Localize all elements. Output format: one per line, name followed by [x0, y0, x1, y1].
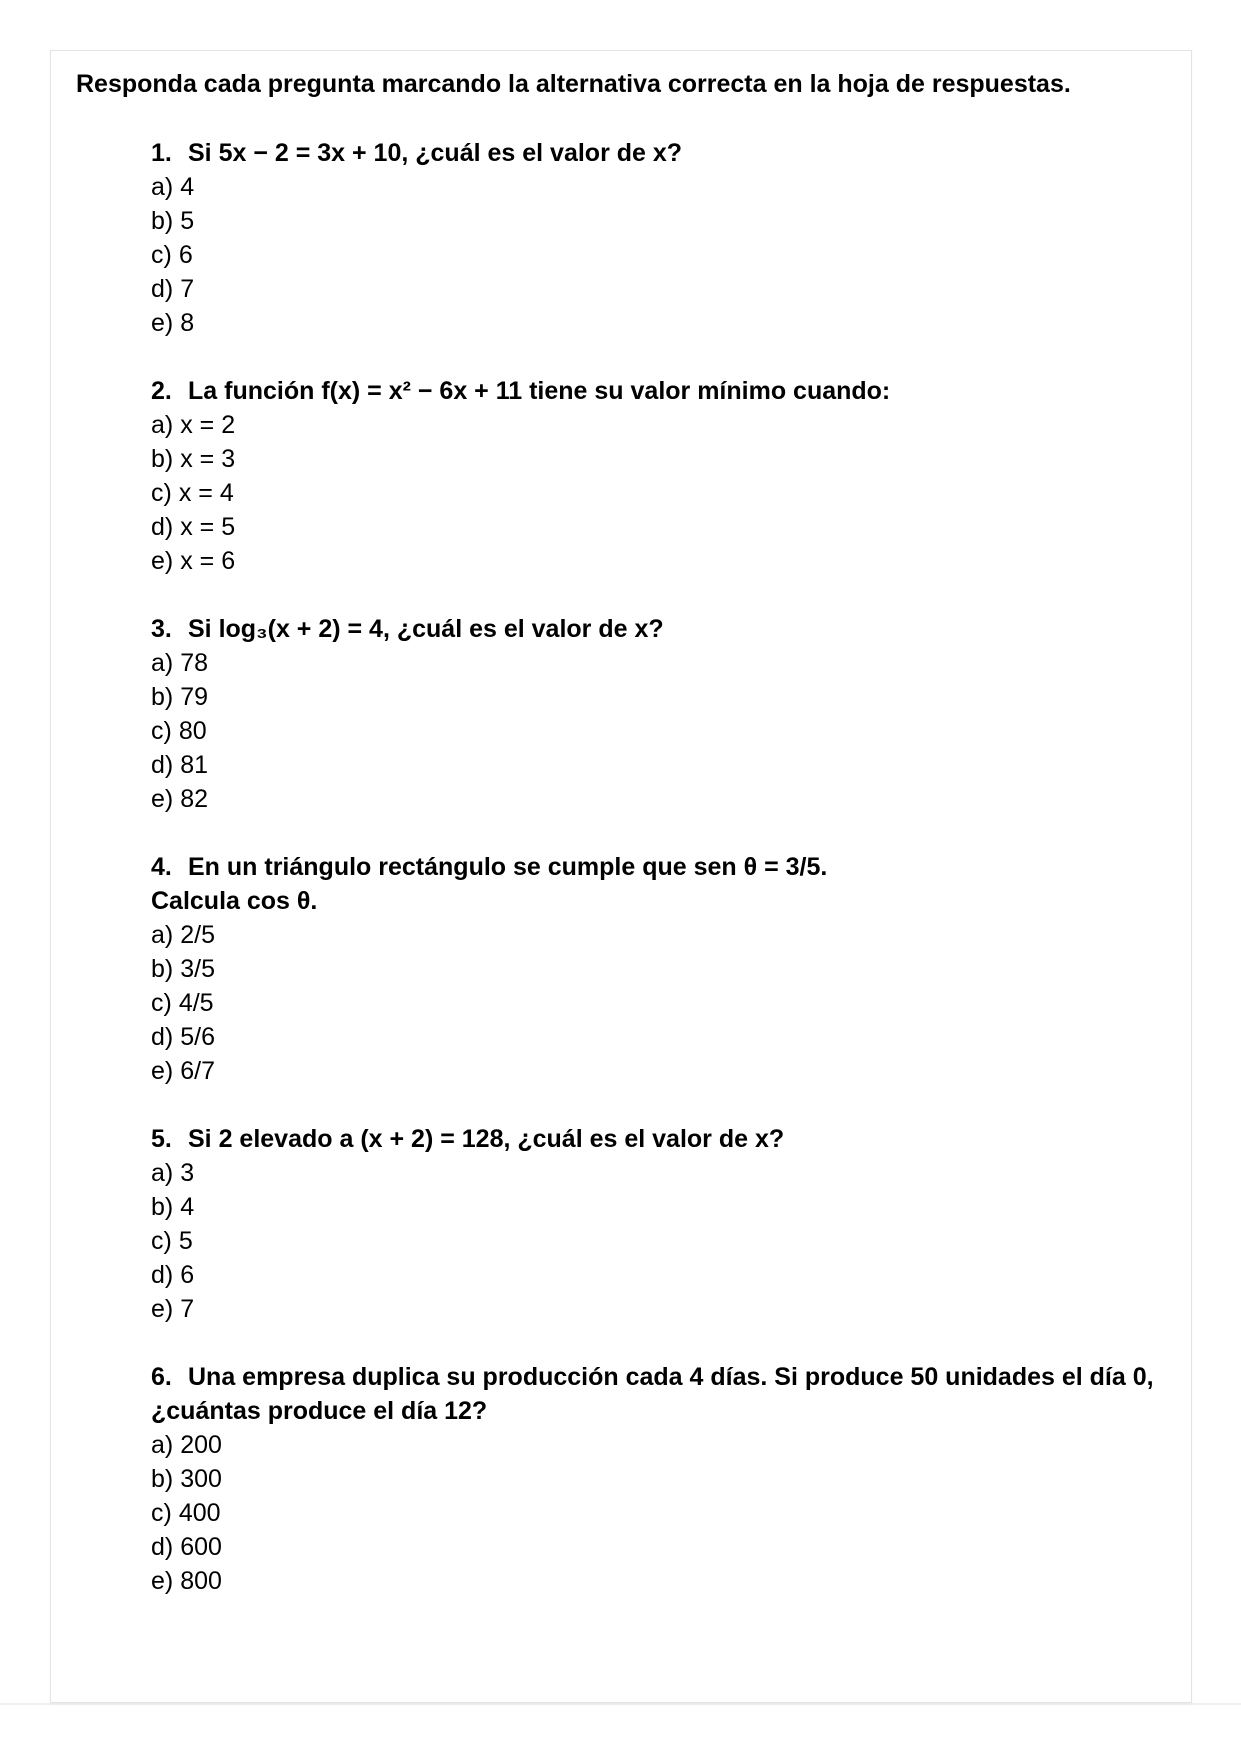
option-row: [151, 1224, 1166, 1258]
question-2-text: La función f(x) = x² − 6x + 11 tiene su valor mínimo cuando:: [188, 377, 891, 405]
option-label: d): [151, 1023, 174, 1051]
option-label: e): [151, 1057, 174, 1085]
option-row: [151, 510, 1166, 544]
option-label: a): [151, 1431, 174, 1459]
option-label: b): [151, 955, 174, 983]
option-value: 5: [178, 1227, 193, 1255]
option-value: 4/5: [178, 989, 214, 1017]
question-4: [151, 850, 1166, 1088]
option-value: x = 4: [178, 479, 234, 507]
option-value: 79: [180, 683, 209, 711]
option-row: [151, 272, 1166, 306]
question-6-number: 6.: [151, 1363, 172, 1391]
option-value: 800: [180, 1567, 222, 1595]
option-row: [151, 1462, 1166, 1496]
option-value: 400: [178, 1499, 221, 1527]
option-row: [151, 646, 1166, 680]
option-value: 7: [180, 1295, 195, 1323]
option-label: a): [151, 173, 174, 201]
question-3-text: Si log₃(x + 2) = 4, ¿cuál es el valor de x?: [188, 615, 664, 643]
option-row: [151, 1020, 1166, 1054]
question-4-number: 4.: [151, 853, 172, 881]
option-value: 4: [180, 1193, 195, 1221]
question-1-text: Si 5x − 2 = 3x + 10, ¿cuál es el valor de x?: [188, 139, 683, 167]
option-label: e): [151, 1295, 174, 1323]
option-label: b): [151, 1465, 174, 1493]
option-value: 600: [180, 1533, 222, 1561]
option-value: 300: [180, 1465, 222, 1493]
option-row: [151, 1258, 1166, 1292]
option-label: d): [151, 513, 174, 541]
option-value: 7: [180, 275, 195, 303]
option-label: d): [151, 751, 174, 779]
instructions-text: Responda cada pregunta marcando la alternativa correcta en la hoja de respuestas.: [76, 70, 1071, 98]
page-bottom-divider: [0, 1703, 1241, 1705]
option-row: [151, 1496, 1166, 1530]
option-value: 8: [180, 309, 195, 337]
question-5-number: 5.: [151, 1125, 172, 1153]
option-label: c): [151, 717, 172, 745]
option-value: 82: [180, 785, 209, 813]
option-row: [151, 1530, 1166, 1564]
option-row: [151, 476, 1166, 510]
option-label: c): [151, 241, 172, 269]
option-label: a): [151, 921, 174, 949]
option-label: c): [151, 479, 172, 507]
option-label: c): [151, 1227, 172, 1255]
option-value: 81: [180, 751, 209, 779]
option-row: [151, 1292, 1166, 1326]
question-3-number: 3.: [151, 615, 172, 643]
option-label: d): [151, 1533, 174, 1561]
option-value: 80: [178, 717, 207, 745]
document-page: [50, 50, 1192, 1703]
option-value: x = 3: [180, 445, 236, 473]
option-value: 4: [180, 173, 195, 201]
option-row: [151, 986, 1166, 1020]
option-value: 5/6: [180, 1023, 215, 1051]
option-row: [151, 1156, 1166, 1190]
question-1-heading: [151, 136, 1166, 170]
question-6: [151, 1360, 1166, 1598]
option-row: [151, 306, 1166, 340]
option-label: b): [151, 1193, 174, 1221]
option-row: [151, 1054, 1166, 1088]
option-value: 5: [180, 207, 195, 235]
option-label: d): [151, 275, 174, 303]
question-2: [151, 374, 1166, 578]
option-value: x = 5: [180, 513, 236, 541]
option-value: 6/7: [180, 1057, 215, 1085]
option-row: [151, 170, 1166, 204]
option-value: 6: [178, 241, 193, 269]
option-value: 200: [180, 1431, 222, 1459]
question-6-text-line2: ¿cuántas produce el día 12?: [151, 1397, 488, 1425]
option-row: [151, 1190, 1166, 1224]
question-5: [151, 1122, 1166, 1326]
question-3-heading: [151, 612, 1166, 646]
option-value: x = 6: [180, 547, 236, 575]
option-label: b): [151, 683, 174, 711]
option-row: [151, 952, 1166, 986]
question-2-heading: [151, 374, 1166, 408]
question-6-text: Una empresa duplica su producción cada 4 días. Si produce 50 unidades el día 0,: [188, 1363, 1154, 1391]
question-1: [151, 136, 1166, 340]
option-row: [151, 544, 1166, 578]
option-row: [151, 680, 1166, 714]
option-value: 6: [180, 1261, 195, 1289]
question-2-number: 2.: [151, 377, 172, 405]
option-label: a): [151, 411, 174, 439]
option-row: [151, 442, 1166, 476]
option-label: e): [151, 785, 174, 813]
option-row: [151, 204, 1166, 238]
option-row: [151, 1428, 1166, 1462]
question-4-heading: [151, 850, 1166, 884]
option-row: [151, 238, 1166, 272]
question-6-heading: [151, 1360, 1166, 1394]
option-value: x = 2: [180, 411, 236, 439]
option-label: a): [151, 649, 174, 677]
option-value: 3: [180, 1159, 195, 1187]
option-value: 78: [180, 649, 209, 677]
option-label: e): [151, 309, 174, 337]
option-label: e): [151, 1567, 174, 1595]
question-5-text: Si 2 elevado a (x + 2) = 128, ¿cuál es el valor de x?: [188, 1125, 785, 1153]
question-4-text-line2: Calcula cos θ.: [151, 887, 318, 915]
option-label: b): [151, 207, 174, 235]
option-label: d): [151, 1261, 174, 1289]
question-4-text: En un triángulo rectángulo se cumple que sen θ = 3/5.: [188, 853, 828, 881]
option-row: [151, 782, 1166, 816]
option-label: c): [151, 1499, 172, 1527]
option-row: [151, 748, 1166, 782]
option-row: [151, 408, 1166, 442]
option-row: [151, 1564, 1166, 1598]
question-3: [151, 612, 1166, 816]
option-value: 3/5: [180, 955, 215, 983]
option-row: [151, 918, 1166, 952]
option-label: e): [151, 547, 174, 575]
option-label: a): [151, 1159, 174, 1187]
option-value: 2/5: [180, 921, 215, 949]
option-label: b): [151, 445, 174, 473]
question-5-heading: [151, 1122, 1166, 1156]
option-row: [151, 714, 1166, 748]
question-1-number: 1.: [151, 139, 172, 167]
option-label: c): [151, 989, 172, 1017]
